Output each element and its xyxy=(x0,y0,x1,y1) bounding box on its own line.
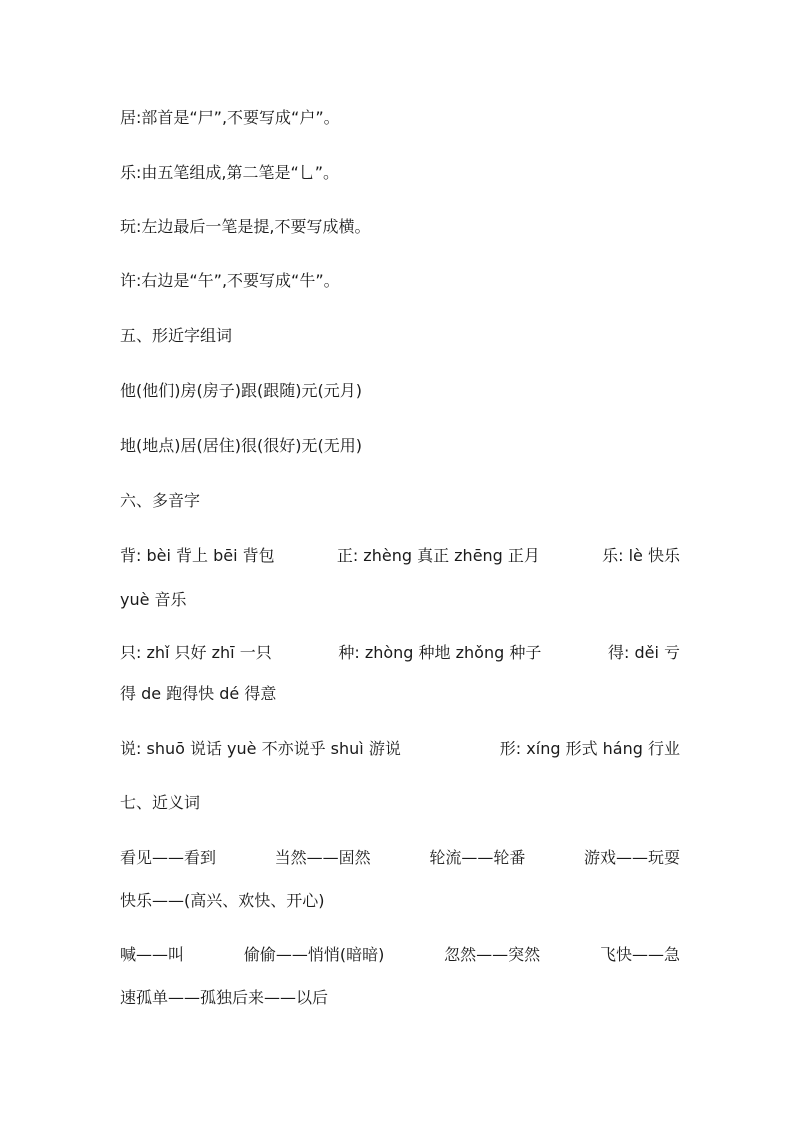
synonym-row xyxy=(120,848,680,868)
section-heading xyxy=(120,491,680,511)
polyphone-item: 背: bèi 背上 bēi 背包 xyxy=(120,546,275,565)
polyphone-item: 乐: lè 快乐 xyxy=(602,546,680,565)
stroke-note xyxy=(120,271,680,291)
word-item: 房(房子) xyxy=(180,381,241,400)
polyphone-item: 得 de 跑得快 dé 得意 xyxy=(120,684,277,703)
heading-text: 七、近义词 xyxy=(120,793,201,812)
word-item: 很(很好) xyxy=(241,436,302,455)
polyphone-item: 正: zhèng 真正 zhēng 正月 xyxy=(336,546,540,565)
stroke-note xyxy=(120,108,680,128)
synonym-item: 后来——以后 xyxy=(232,988,329,1007)
synonym-item: 看见——看到 xyxy=(120,848,217,867)
synonym-item: 速 xyxy=(120,988,137,1007)
section-heading xyxy=(120,326,680,346)
heading-text: 五、形近字组词 xyxy=(120,326,233,345)
word-item: 他(他们) xyxy=(120,381,181,400)
word-item: 无(无用) xyxy=(301,436,362,455)
stroke-note-text: 乐:由五笔组成,第二笔是“乚”。 xyxy=(120,163,340,182)
synonym-item: 偷偷——悄悄(暗暗) xyxy=(243,945,385,964)
polyphone-item: 种: zhòng 种地 zhǒng 种子 xyxy=(338,643,542,662)
synonym-row xyxy=(120,988,680,1008)
polyphone-row xyxy=(120,643,680,663)
polyphone-item: 形: xíng 形式 háng 行业 xyxy=(499,739,680,758)
word-item: 跟(跟随) xyxy=(241,381,302,400)
stroke-note xyxy=(120,163,680,183)
polyphone-row xyxy=(120,546,680,566)
synonym-item: 当然——固然 xyxy=(274,848,371,867)
heading-text: 六、多音字 xyxy=(120,491,201,510)
stroke-note xyxy=(120,217,680,237)
word-item: 元(元月) xyxy=(301,381,362,400)
polyphone-row xyxy=(120,684,680,704)
polyphone-item: 只: zhǐ 只好 zhī 一只 xyxy=(120,643,272,662)
synonym-item: 游戏——玩耍 xyxy=(583,848,680,867)
word-row xyxy=(120,381,680,401)
stroke-note-text: 许:右边是“午”,不要写成“牛”。 xyxy=(120,271,340,290)
polyphone-item: 说: shuō 说话 yuè 不亦说乎 shuì 游说 xyxy=(120,739,401,758)
word-item: 地(地点) xyxy=(120,436,181,455)
polyphone-item: 得: děi 亏 xyxy=(607,643,680,662)
polyphone-row xyxy=(120,590,680,610)
section-heading xyxy=(120,793,680,813)
synonym-row xyxy=(120,891,680,911)
synonym-item: 忽然——突然 xyxy=(444,945,541,964)
synonym-row xyxy=(120,945,680,965)
polyphone-item: yuè 音乐 xyxy=(120,590,187,609)
stroke-note-text: 居:部首是“尸”,不要写成“户”。 xyxy=(120,108,340,127)
synonym-item: 喊——叫 xyxy=(120,945,185,964)
synonym-item: 轮流——轮番 xyxy=(429,848,526,867)
stroke-note-text: 玩:左边最后一笔是提,不要写成横。 xyxy=(120,217,371,236)
word-item: 居(居住) xyxy=(180,436,241,455)
synonym-item: 快乐——(高兴、欢快、开心) xyxy=(120,891,325,910)
synonym-item: 飞快——急 xyxy=(599,945,680,964)
word-row xyxy=(120,436,680,456)
synonym-item: 孤单——孤独 xyxy=(136,988,233,1007)
polyphone-row xyxy=(120,739,680,759)
